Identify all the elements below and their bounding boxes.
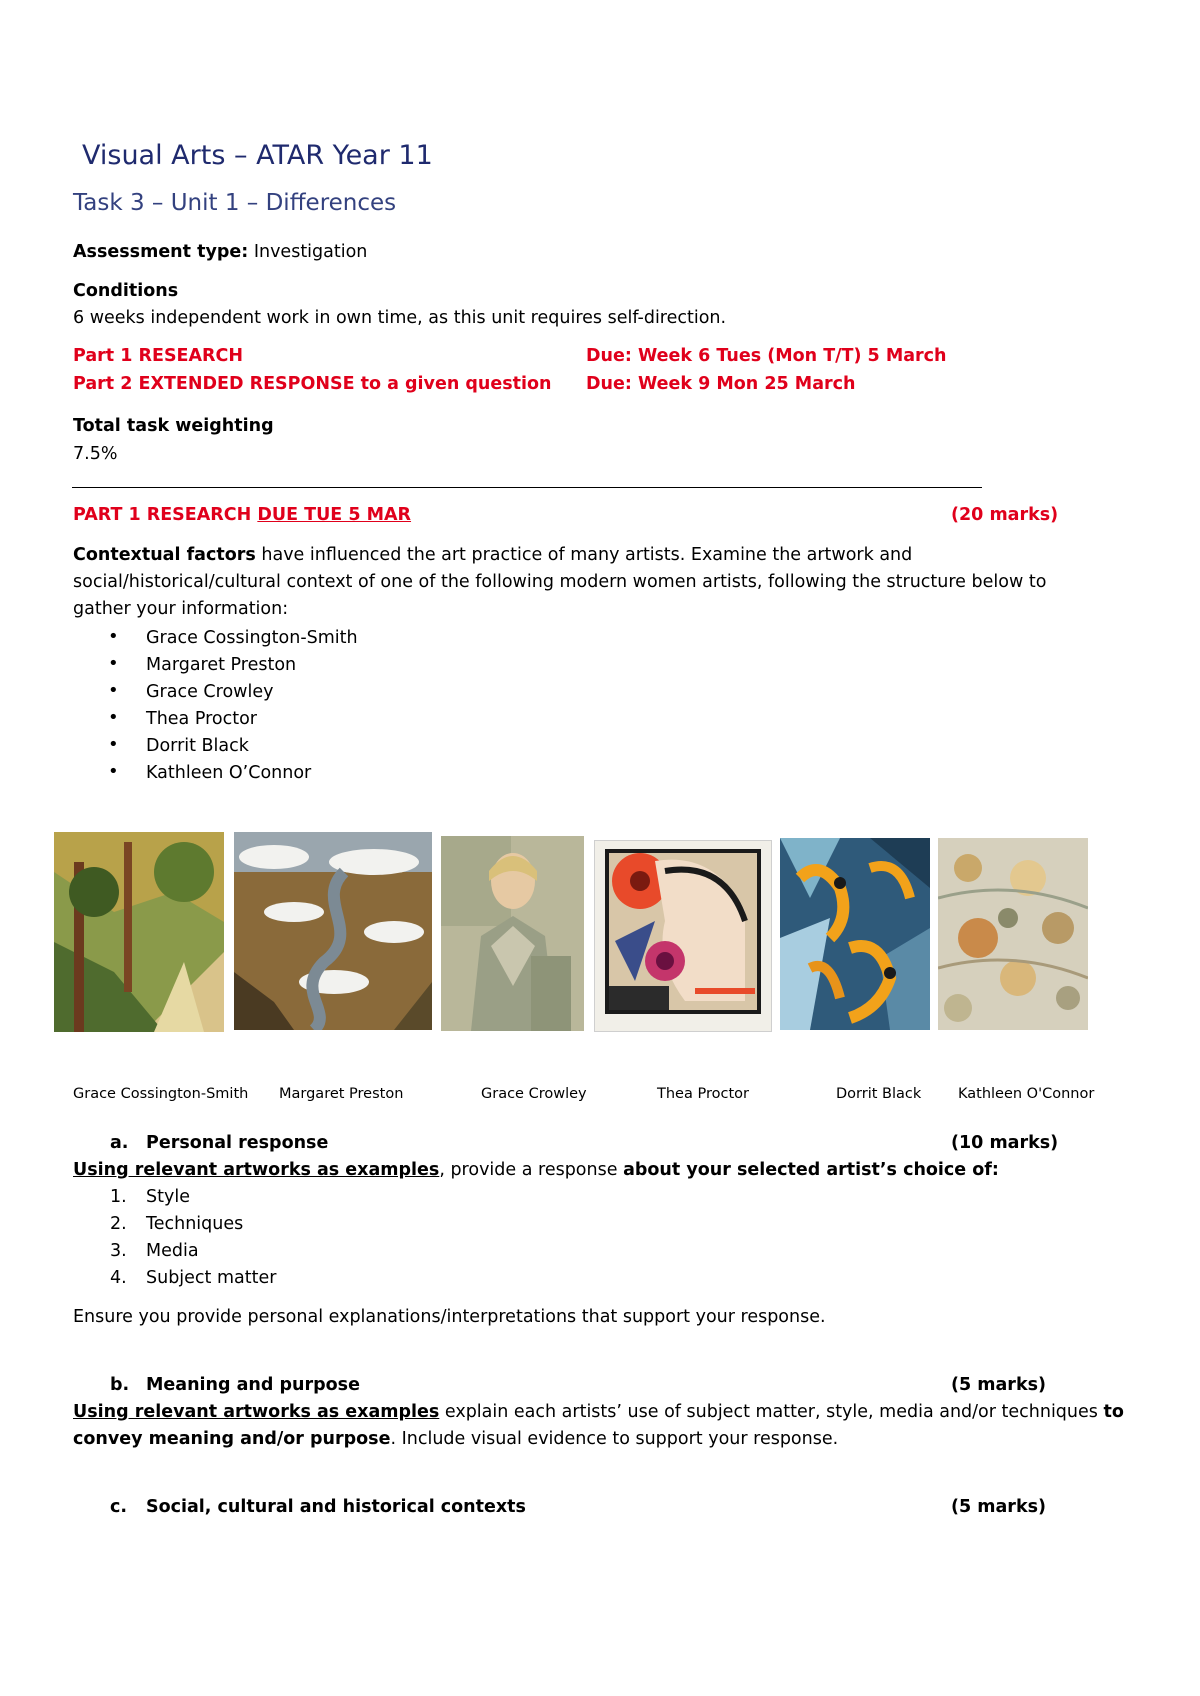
section-a-letter: a. — [110, 1133, 129, 1153]
document-title: Visual Arts – ATAR Year 11 — [82, 140, 433, 171]
conditions-text: 6 weeks independent work in own time, as this unit requires self-direction. — [73, 308, 727, 328]
artwork-caption: Margaret Preston — [279, 1086, 404, 1102]
section-b-line-1-text: explain each artists’ use of subject matter, style, media and/or techniques — [439, 1402, 1104, 1422]
part1-heading-text: PART 1 RESEARCH — [73, 505, 258, 525]
intro-line-1-text: have influenced the art practice of many artists. Examine the artwork and — [255, 545, 913, 565]
section-b-letter: b. — [110, 1375, 130, 1395]
bullet-icon: • — [108, 626, 119, 647]
intro-bold: Contextual factors — [73, 545, 256, 565]
bullet-icon: • — [108, 707, 119, 728]
section-b-line-2-text: . Include visual evidence to support your response. — [390, 1429, 839, 1449]
artwork-caption: Grace Crowley — [481, 1086, 587, 1102]
part2-due: Due: Week 9 Mon 25 March — [586, 374, 856, 394]
list-item: Subject matter — [146, 1268, 277, 1288]
artist-list-item: Grace Cossington-Smith — [146, 628, 358, 648]
section-b-title: Meaning and purpose — [146, 1375, 360, 1395]
section-a-title: Personal response — [146, 1133, 329, 1153]
section-a-lead — [73, 1160, 999, 1180]
section-b-line-2 — [73, 1429, 838, 1449]
artwork-image-proctor — [594, 840, 772, 1032]
artwork-image-preston — [234, 832, 432, 1030]
section-a-lead-mid: , provide a response — [439, 1160, 624, 1180]
artwork-image-oconnor — [938, 838, 1088, 1030]
artist-list-item: Thea Proctor — [146, 709, 257, 729]
list-item: Techniques — [146, 1214, 244, 1234]
weighting-value: 7.5% — [73, 444, 118, 464]
intro-line-3: gather your information: — [73, 599, 289, 619]
artwork-image-crowley — [441, 836, 584, 1031]
artist-list-item: Dorrit Black — [146, 736, 249, 756]
artwork-image-black — [780, 838, 930, 1030]
part1-name: Part 1 RESEARCH — [73, 346, 244, 366]
assessment-type-label: Assessment type: — [73, 242, 249, 262]
artist-list-item: Kathleen O’Connor — [146, 763, 312, 783]
artwork-caption: Dorrit Black — [836, 1086, 922, 1102]
list-item: Style — [146, 1187, 190, 1207]
section-b-lead-underline: Using relevant artworks as examples — [73, 1402, 440, 1422]
section-c-title: Social, cultural and historical contexts — [146, 1497, 526, 1517]
horizontal-rule — [72, 487, 982, 488]
part1-heading — [73, 505, 411, 525]
section-a-note: Ensure you provide personal explanations/interpretations that support your response. — [73, 1307, 826, 1327]
assessment-type-value: Investigation — [248, 242, 368, 262]
artwork-caption: Kathleen O'Connor — [958, 1086, 1095, 1102]
weighting-label: Total task weighting — [73, 416, 274, 436]
document-subtitle: Task 3 – Unit 1 – Differences — [73, 190, 397, 216]
section-a-lead-underline: Using relevant artworks as examples — [73, 1160, 440, 1180]
list-number: 3. — [110, 1241, 127, 1261]
bullet-icon: • — [108, 761, 119, 782]
section-b-line-2-bold: convey meaning and/or purpose — [73, 1429, 391, 1449]
artwork-caption: Grace Cossington-Smith — [73, 1086, 249, 1102]
assessment-type — [73, 242, 367, 262]
part1-heading-due: DUE TUE 5 MAR — [257, 505, 412, 525]
section-c-marks: (5 marks) — [951, 1497, 1046, 1517]
section-a-lead-bold: about your selected artist’s choice of: — [623, 1160, 999, 1180]
artist-list-item: Grace Crowley — [146, 682, 274, 702]
section-b-marks: (5 marks) — [951, 1375, 1046, 1395]
list-item: Media — [146, 1241, 199, 1261]
intro-line-2: social/historical/cultural context of one of the following modern women artists, following the structure below to — [73, 572, 1047, 592]
section-c-letter: c. — [110, 1497, 128, 1517]
bullet-icon: • — [108, 680, 119, 701]
section-b-line-1 — [73, 1402, 1124, 1422]
artwork-caption: Thea Proctor — [657, 1086, 749, 1102]
part1-due: Due: Week 6 Tues (Mon T/T) 5 March — [586, 346, 947, 366]
list-number: 2. — [110, 1214, 127, 1234]
bullet-icon: • — [108, 734, 119, 755]
list-number: 1. — [110, 1187, 127, 1207]
intro-line-1 — [73, 545, 912, 565]
part1-marks: (20 marks) — [951, 505, 1059, 525]
bullet-icon: • — [108, 653, 119, 674]
part2-name: Part 2 EXTENDED RESPONSE to a given question — [73, 374, 552, 394]
artwork-image-cossington-smith — [54, 832, 224, 1032]
conditions-label: Conditions — [73, 281, 179, 301]
artist-list-item: Margaret Preston — [146, 655, 297, 675]
section-a-marks: (10 marks) — [951, 1133, 1059, 1153]
section-b-line-1-bold: to — [1103, 1402, 1124, 1422]
list-number: 4. — [110, 1268, 127, 1288]
